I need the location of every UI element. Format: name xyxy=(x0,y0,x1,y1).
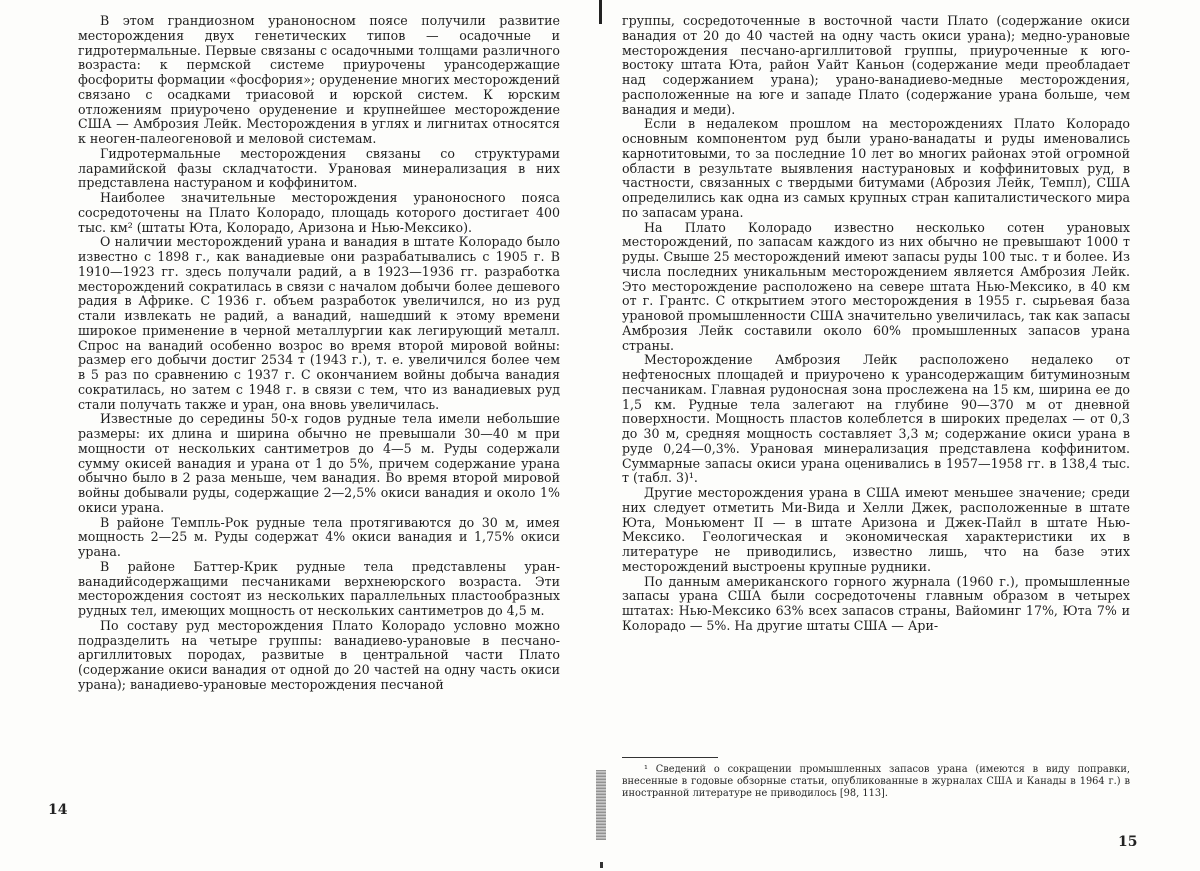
paragraph: Другие месторождения урана в США имеют меньшее значение; среди них следует отметить Ми-Вида и Хелли Джек, расположенные в штате Юта, Моньюмент II — в штате Аризона и Джек-Пайл в штате Нью-Мексико. Геологическая и экономическая характеристики их в литературе не приводились, известно лишь, что на базе этих месторождений выстроены крупные рудники. xyxy=(622,485,1130,574)
paragraph: В районе Баттер-Крик рудные тела представлены уран-ванадийсодержащими песчаниками верхнеюрского возраста. Эти месторождения состоят из нескольких параллельных пластообразных рудных тел, имеющих мощность от нескольких сантиметров до 4,5 м. xyxy=(78,558,560,618)
page-number-left: 14 xyxy=(48,802,68,818)
paragraph: На Плато Колорадо известно несколько сотен урановых месторождений, по запасам каждого из них обычно не превышают 1000 т руды. Свыше 25 месторождений имеют запасы руды 100 тыс. т и более. Из числа последних уникальным месторождением является Амброзия Лейк. Это месторождение расположено на севере штата Нью-Мексико, в 40 км от г. Грантс. С открытием этого месторождения в 1955 г. сырьевая база урановой промышленности США значительно увеличилась, так как запасы Амброзия Лейк составили около 60% промышленных запасов урана страны. xyxy=(622,219,1130,353)
paragraph-continuation: группы, сосредоточенные в восточной части Плато (содержание окиси ванадия от 20 до 40 частей на одну часть окиси урана); медно-урановые месторождения песчано-аргиллитовой группы, приуроченные к юго-востоку штата Юта, район Уайт Каньон (содержание меди преобладает над содержанием урана); урано-ванадиево-медные месторождения, расположенные на юге и западе Плато (содержание урана больше, чем ванадия и меди). xyxy=(622,14,1130,117)
page-number-right: 15 xyxy=(1118,834,1138,850)
book-gutter xyxy=(596,0,606,871)
paragraph: О наличии месторождений урана и ванадия в штате Колорадо было известно с 1898 г., как ванадиевые они разрабатывались с 1905 г. В 1910—1923 гг. здесь получали радий, а в 1923—1936 гг. разработка месторождений сократилась в связи с началом добычи более дешевого радия в Африке. С 1936 г. объем разработок увеличился, но из руд стали извлекать не радий, а ванадий, нашедший к этому времени широкое применение в черной металлургии как легирующий металл. Спрос на ванадий особенно возрос во время второй мировой войны: размер его добычи достиг 2534 т (1943 г.), т. е. увеличился более чем в 5 раз по сравнению с 1937 г. С окончанием войны добыча ванадия сократилась, но затем с 1948 г. в связи с тем, что из ванадиевых руд стали получать также и уран, она вновь увеличилась. xyxy=(78,234,560,412)
paragraph: Гидротермальные месторождения связаны со структурами ларамийской фазы складчатости. Урановая минерализация в них представлена настураном и коффинитом. xyxy=(78,145,560,191)
right-page-text xyxy=(622,14,1130,794)
footnote: ¹ Сведений о сокращении промышленных запасов урана (имеются в виду поправки, внесенные в годовые обзорные статьи, опубликованные в журналах США и Канады в 1964 г.) в иностранной литературе не приводилось [98, 113]. xyxy=(622,764,1130,799)
paragraph: Известные до середины 50-х годов рудные тела имели небольшие размеры: их длина и ширина обычно не превышали 30—40 м при мощности от нескольких сантиметров до 4—5 м. Руды содержали сумму окисей ванадия и урана от 1 до 5%, причем содержание урана обычно было в 2 раза меньше, чем ванадия. Во время второй мировой войны добывали руды, содержащие 2—2,5% окиси ванадия и около 1% окиси урана. xyxy=(78,411,560,515)
paragraph: В этом грандиозном ураноносном поясе получили развитие месторождения двух генетических типов — осадочные и гидротермальные. Первые связаны с осадочными толщами различного возраста: к пермской системе приурочены урансодержащие фосфориты формации «фосфория»; оруденение многих месторождений связано с осадками триасовой и юрской систем. К юрским отложениям приурочено оруденение и крупнейшее месторождение США — Амброзия Лейк. Месторождения в углях и лигнитах относятся к неоген-палеогеновой и меловой системам. xyxy=(78,14,560,146)
footnote-rule xyxy=(622,757,718,758)
paragraph: Наиболее значительные месторождения ураноносного пояса сосредоточены на Плато Колорадо, площадь которого достигает 400 тыс. км² (штаты Юта, Колорадо, Аризона и Нью-Мексико). xyxy=(78,190,560,235)
gutter-scan-noise xyxy=(596,770,606,840)
paragraph: Если в недалеком прошлом на месторождениях Плато Колорадо основным компонентом руд были урано-ванадаты и руды именовались карнотитовыми, то за последние 10 лет во многих районах этой огромной области в результате выявления настурановых и коффинитовых руд, в частности, связанных с твердыми битумами (Аброзия Лейк, Темпл), США определились как одна из самых крупных стран капиталистического мира по запасам урана. xyxy=(622,116,1130,220)
left-page-text xyxy=(78,14,560,814)
paragraph: Месторождение Амброзия Лейк расположено недалеко от нефтеносных площадей и приурочено к урансодержащим битуминозным песчаникам. Главная рудоносная зона прослежена на 15 км, ширина ее до 1,5 км. Рудные тела залегают на глубине 90—370 м от дневной поверхности. Мощность пластов колеблется в широких пределах — от 0,3 до 30 м, средняя мощность составляет 3,3 м; содержание окиси урана в руде 0,24—0,3%. Урановая минерализация представлена коффинитом. Суммарные запасы окиси урана оценивались в 1957—1958 гг. в 138,4 тыс. т (табл. 3)¹. xyxy=(622,352,1130,486)
gutter-mark xyxy=(599,0,602,24)
paragraph: По составу руд месторождения Плато Колорадо условно можно подразделить на четыре группы: ванадиево-урановые в песчано-аргиллитовых породах, развитые в центральной части Плато (содержание окиси ванадия от одной до 20 частей на одну часть окиси урана); ванадиево-урановые месторождения песчаной xyxy=(78,617,560,692)
gutter-mark xyxy=(600,862,603,868)
paragraph: В районе Темпль-Рок рудные тела протягиваются до 30 м, имея мощность 2—25 м. Руды содержат 4% окиси ванадия и 1,75% окиси урана. xyxy=(78,514,560,559)
paragraph: По данным американского горного журнала (1960 г.), промышленные запасы урана США были сосредоточены главным образом в четырех штатах: Нью-Мексико 63% всех запасов страны, Вайоминг 17%, Юта 7% и Колорадо — 5%. На другие штаты США — Ари- xyxy=(622,573,1130,633)
